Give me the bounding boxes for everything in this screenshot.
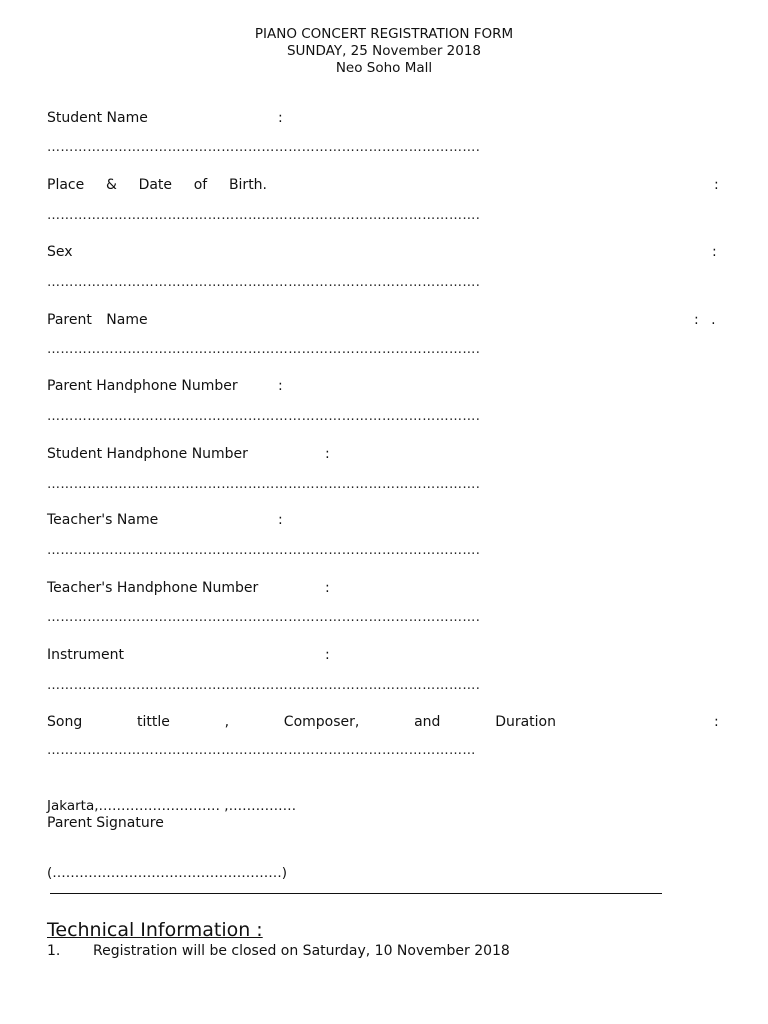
event-date: SUNDAY, 25 November 2018	[286, 43, 482, 59]
parent-name-label: Parent Name	[47, 312, 148, 328]
of-word: of	[193, 177, 208, 193]
sex-colon: :	[712, 244, 717, 260]
teacher-phone-fill-line[interactable]: …………………………………………………………………………………….	[47, 610, 481, 625]
place-word: Place	[47, 177, 85, 193]
student-phone-colon: :	[325, 446, 330, 462]
teacher-phone-label: Teacher's Handphone Number	[47, 580, 259, 596]
instrument-colon: :	[325, 647, 330, 663]
form-title: PIANO CONCERT REGISTRATION FORM	[254, 26, 514, 42]
parent-phone-fill-line[interactable]: …………………………………………………………………………………….	[47, 409, 481, 424]
sex-fill-line[interactable]: …………………………………………………………………………………….	[47, 275, 481, 290]
section-divider	[50, 893, 662, 894]
parent-signature-label: Parent Signature	[47, 815, 164, 831]
parent-name-fill-line[interactable]: …………………………………………………………………………………….	[47, 342, 481, 357]
composer-word: Composer,	[283, 714, 360, 730]
technical-item-number: 1.	[47, 943, 61, 959]
event-venue: Neo Soho Mall	[335, 60, 433, 76]
sex-label: Sex	[47, 244, 73, 260]
place-date-line[interactable]: Jakarta,……………………… ,……………	[47, 798, 297, 814]
instrument-fill-line[interactable]: …………………………………………………………………………………….	[47, 678, 481, 693]
instrument-label: Instrument	[47, 647, 125, 663]
song-info-fill-line[interactable]: ……………………………………………………………………………………	[47, 743, 476, 758]
student-name-fill-line[interactable]: …………………………………………………………………………………….	[47, 140, 481, 155]
technical-item-text: Registration will be closed on Saturday, 10 November 2018	[93, 943, 510, 959]
parent-name-colon: : .	[694, 312, 716, 328]
and-word: and	[414, 714, 441, 730]
student-phone-label: Student Handphone Number	[47, 446, 248, 462]
student-name-label: Student Name	[47, 110, 148, 126]
tittle-word: tittle	[136, 714, 170, 730]
parent-phone-colon: :	[278, 378, 283, 394]
song-info-label	[47, 714, 556, 730]
signature-fill-line[interactable]: (……………………………………………)	[47, 865, 288, 881]
student-phone-fill-line[interactable]: …………………………………………………………………………………….	[47, 477, 481, 492]
parent-phone-label: Parent Handphone Number	[47, 378, 238, 394]
birth-word: Birth.	[228, 177, 267, 193]
technical-info-title: Technical Information :	[47, 919, 263, 941]
song-info-colon: :	[714, 714, 719, 730]
date-word: Date	[138, 177, 173, 193]
comma-word: ,	[224, 714, 230, 730]
ampersand-word: &	[105, 177, 117, 193]
student-name-colon: :	[278, 110, 283, 126]
teacher-name-label: Teacher's Name	[47, 512, 159, 528]
duration-word: Duration	[495, 714, 556, 730]
place-date-birth-label	[47, 177, 267, 193]
place-date-birth-colon: :	[714, 177, 719, 193]
teacher-name-fill-line[interactable]: …………………………………………………………………………………….	[47, 543, 481, 558]
place-date-birth-fill-line[interactable]: …………………………………………………………………………………….	[47, 208, 481, 223]
teacher-name-colon: :	[278, 512, 283, 528]
song-word: Song	[47, 714, 83, 730]
teacher-phone-colon: :	[325, 580, 330, 596]
